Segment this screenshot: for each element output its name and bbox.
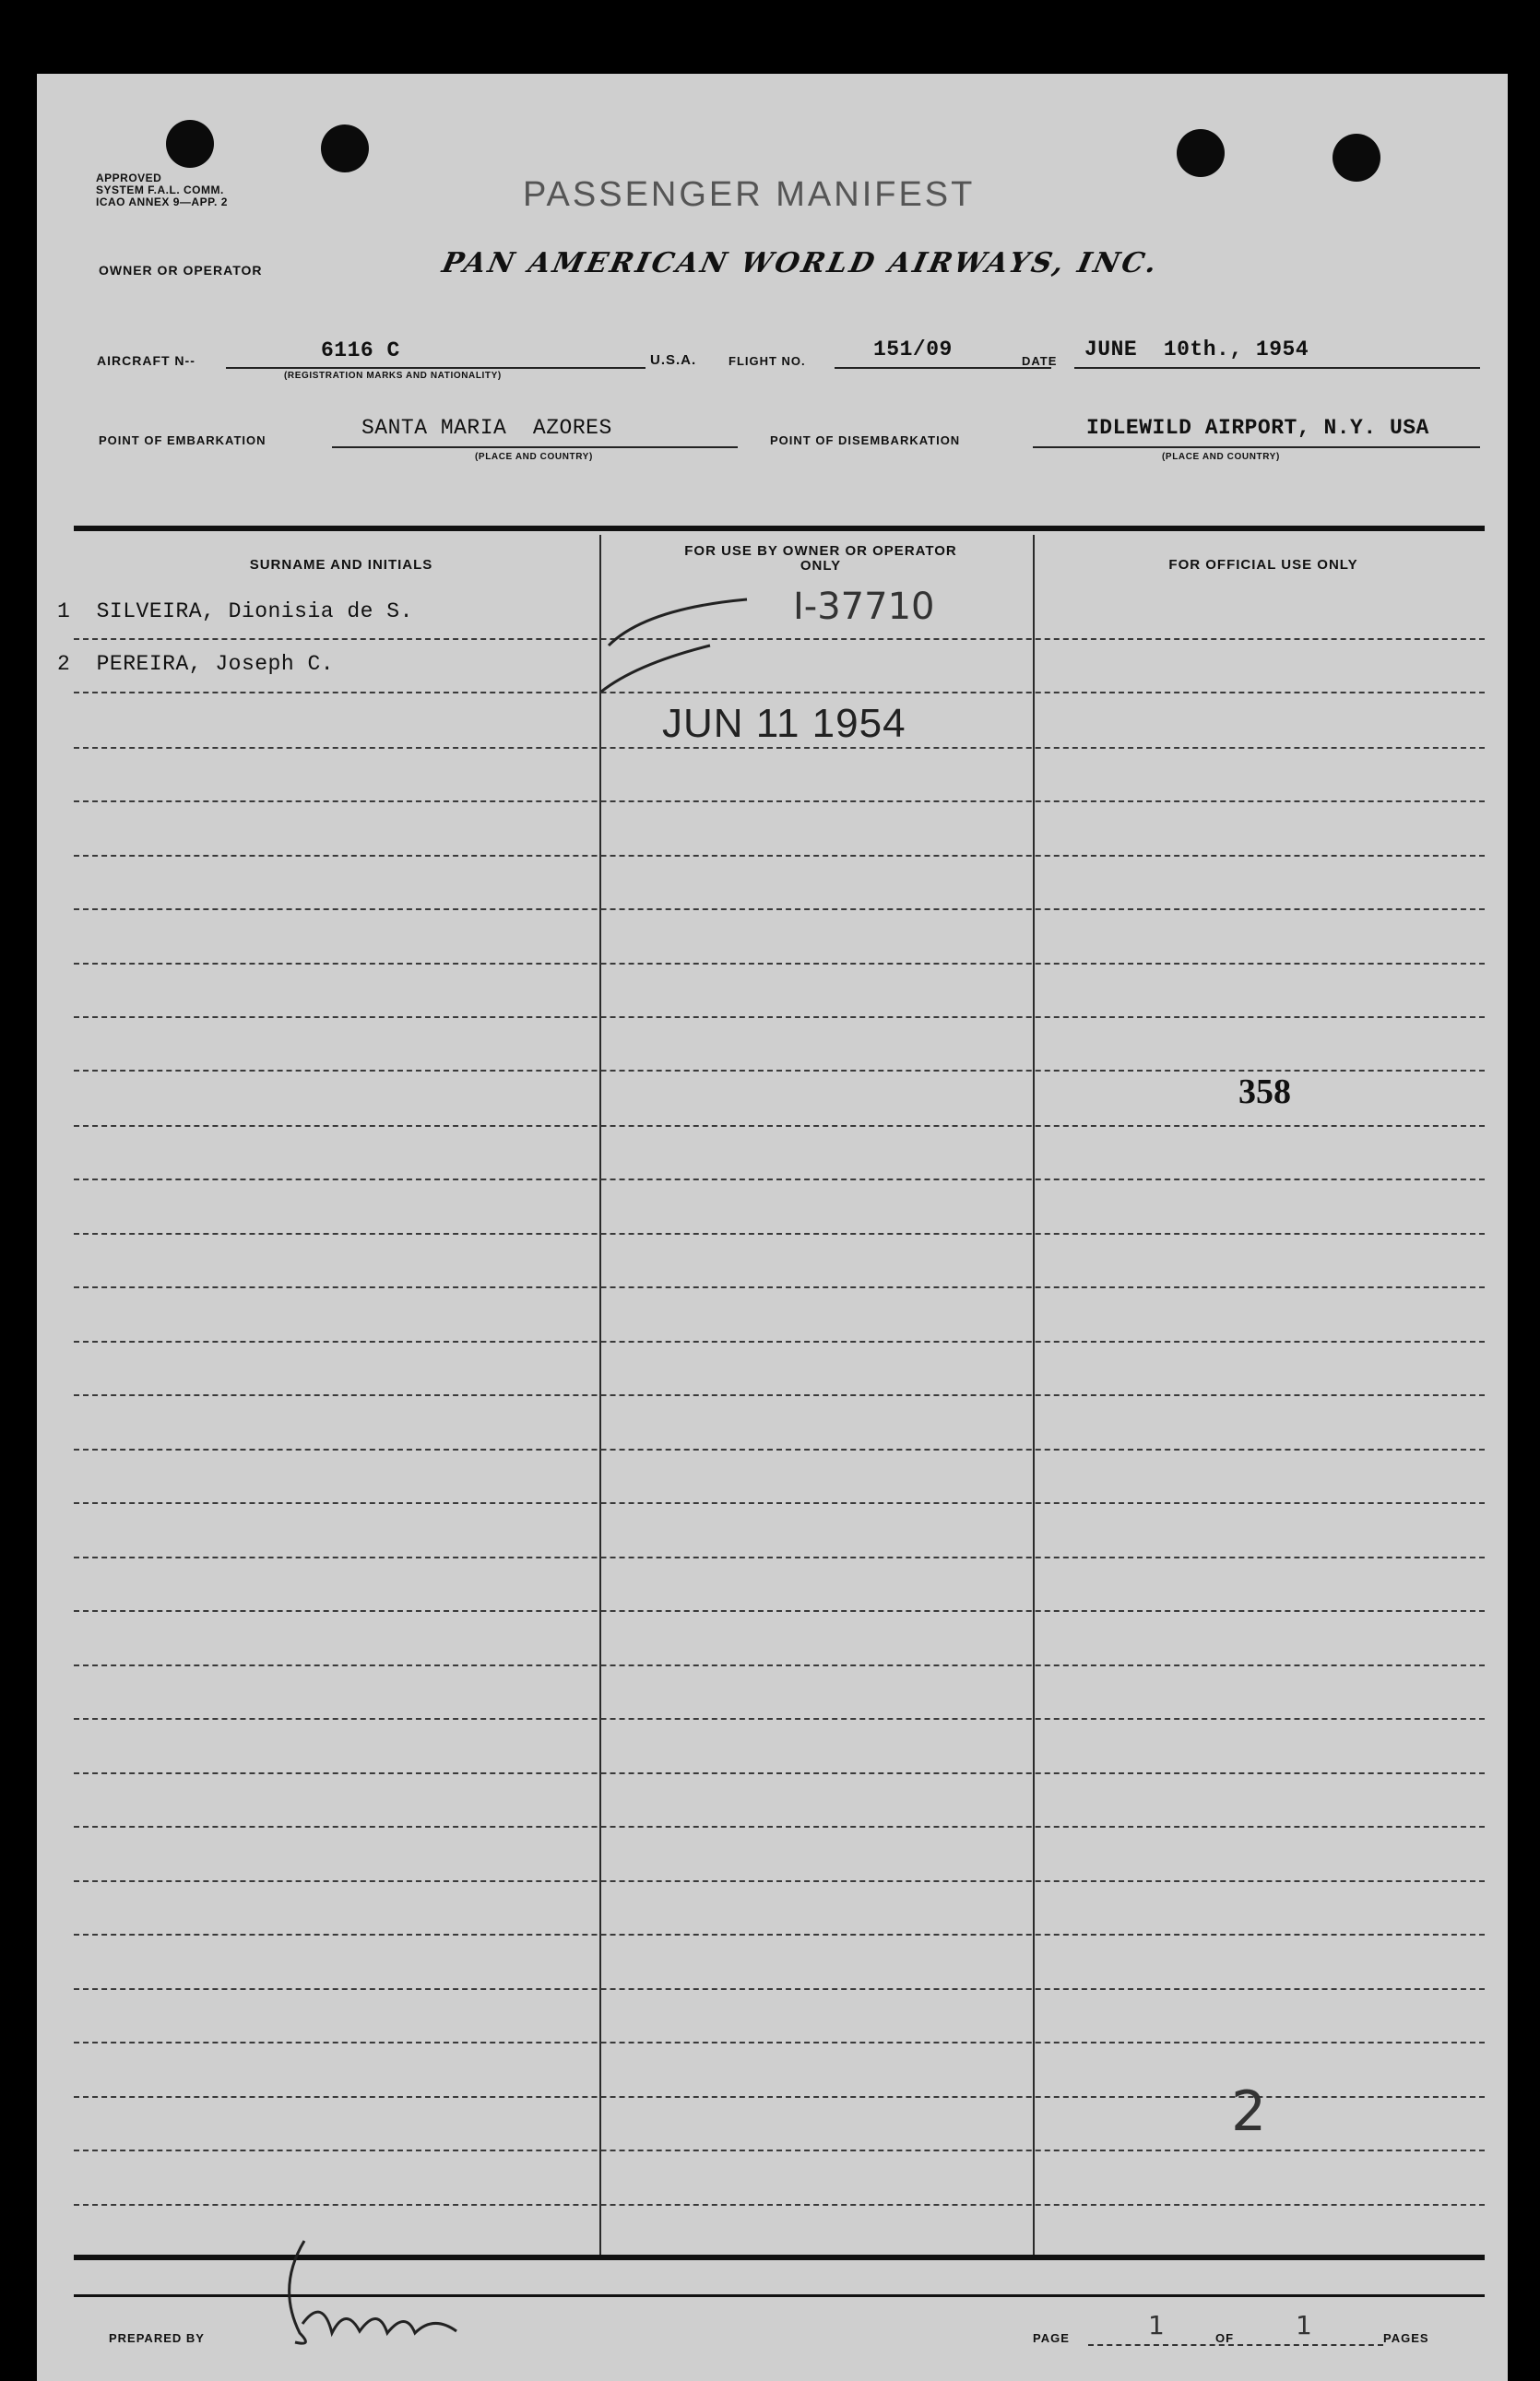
column-header-owner-use: FOR USE BY OWNER OR OPERATOR ONLY xyxy=(684,543,957,574)
disembarkation-label: POINT OF DISEMBARKATION xyxy=(770,433,961,447)
punch-hole xyxy=(1177,129,1225,177)
table-row-line xyxy=(74,800,1485,802)
preparer-signature xyxy=(258,2232,480,2351)
aircraft-label: AIRCRAFT N-- xyxy=(97,353,195,368)
table-row-line xyxy=(74,1179,1485,1180)
embarkation-value: SANTA MARIA AZORES xyxy=(361,416,612,440)
embarkation-underline xyxy=(332,446,738,448)
passenger-name: PEREIRA, Joseph C. xyxy=(96,652,335,676)
embarkation-label: POINT OF EMBARKATION xyxy=(99,433,267,447)
approval-block xyxy=(96,172,228,208)
disembarkation-value: IDLEWILD AIRPORT, N.Y. USA xyxy=(1086,416,1429,440)
approval-line: APPROVED xyxy=(96,172,162,184)
table-row-line xyxy=(74,2150,1485,2151)
prepared-by-label: PREPARED BY xyxy=(109,2331,205,2345)
table-row-line xyxy=(74,1502,1485,1504)
flight-underline xyxy=(835,367,1051,369)
aircraft-country: U.S.A. xyxy=(650,352,697,368)
page-number: 1 xyxy=(1148,2310,1165,2340)
table-row-line xyxy=(74,1664,1485,1666)
table-row-line xyxy=(74,855,1485,857)
table-row-line xyxy=(74,692,1485,693)
table-row-line xyxy=(74,1557,1485,1558)
table-row-line xyxy=(74,1718,1485,1720)
handwritten-passenger-count: 2 xyxy=(1231,2079,1267,2144)
of-label: OF xyxy=(1215,2331,1235,2345)
page-total: 1 xyxy=(1296,2310,1312,2340)
approval-line: SYSTEM F.A.L. COMM. xyxy=(96,184,224,196)
table-row-line xyxy=(74,1341,1485,1343)
punch-hole xyxy=(166,120,214,168)
owner-value: PAN AMERICAN WORLD AIRWAYS, INC. xyxy=(439,247,1163,279)
table-row-line xyxy=(74,1772,1485,1774)
passenger-row xyxy=(57,652,334,676)
flight-value: 151/09 xyxy=(873,338,953,361)
passenger-number: 1 xyxy=(57,599,71,623)
handwritten-reference: I-37710 xyxy=(793,586,935,628)
table-row-line xyxy=(74,1449,1485,1451)
table-row-line xyxy=(74,1988,1485,1990)
disembarkation-sublabel: (PLACE AND COUNTRY) xyxy=(1162,452,1280,462)
table-row-line xyxy=(74,1233,1485,1235)
aircraft-value: 6116 C xyxy=(321,338,400,362)
table-row-line xyxy=(74,1394,1485,1396)
table-row-line xyxy=(74,908,1485,910)
passenger-name: SILVEIRA, Dionisia de S. xyxy=(96,599,413,623)
flight-label: FLIGHT NO. xyxy=(729,354,806,368)
column-header-surname: SURNAME AND INITIALS xyxy=(249,557,433,573)
table-row-line xyxy=(74,1880,1485,1882)
aircraft-sublabel: (REGISTRATION MARKS AND NATIONALITY) xyxy=(284,371,502,381)
page-title: PASSENGER MANIFEST xyxy=(523,175,976,214)
received-date-stamp: JUN 11 1954 xyxy=(662,701,906,746)
passenger-row xyxy=(57,599,413,623)
date-label: DATE xyxy=(1022,354,1058,368)
table-row-line xyxy=(74,1125,1485,1127)
aircraft-underline xyxy=(226,367,646,369)
table-row-line xyxy=(74,1610,1485,1612)
passenger-number: 2 xyxy=(57,652,71,676)
punch-hole xyxy=(1333,134,1380,182)
manifest-sheet xyxy=(37,74,1508,2381)
table-row-line xyxy=(74,638,1485,640)
date-underline xyxy=(1074,367,1480,369)
embarkation-sublabel: (PLACE AND COUNTRY) xyxy=(475,452,593,462)
table-row-line xyxy=(74,1934,1485,1936)
pages-label: PAGES xyxy=(1383,2331,1429,2345)
page-underline xyxy=(1088,2344,1383,2346)
handwritten-check-mark xyxy=(590,590,775,701)
page-label: PAGE xyxy=(1033,2331,1070,2345)
column-header-official-use: FOR OFFICIAL USE ONLY xyxy=(1168,557,1358,573)
table-row-line xyxy=(74,2042,1485,2043)
disembarkation-underline xyxy=(1033,446,1480,448)
table-row-line xyxy=(74,747,1485,749)
table-row-line xyxy=(74,1826,1485,1828)
date-value: JUNE 10th., 1954 xyxy=(1084,338,1309,361)
table-row-line xyxy=(74,2204,1485,2206)
official-number: 358 xyxy=(1238,1072,1291,1111)
approval-line: ICAO ANNEX 9—APP. 2 xyxy=(96,195,228,208)
table-row-line xyxy=(74,1286,1485,1288)
table-row-line xyxy=(74,2096,1485,2098)
table-top-rule xyxy=(74,526,1485,531)
table-row-line xyxy=(74,1016,1485,1018)
table-row-line xyxy=(74,963,1485,965)
punch-hole xyxy=(321,124,369,172)
owner-label: OWNER OR OPERATOR xyxy=(99,263,263,278)
